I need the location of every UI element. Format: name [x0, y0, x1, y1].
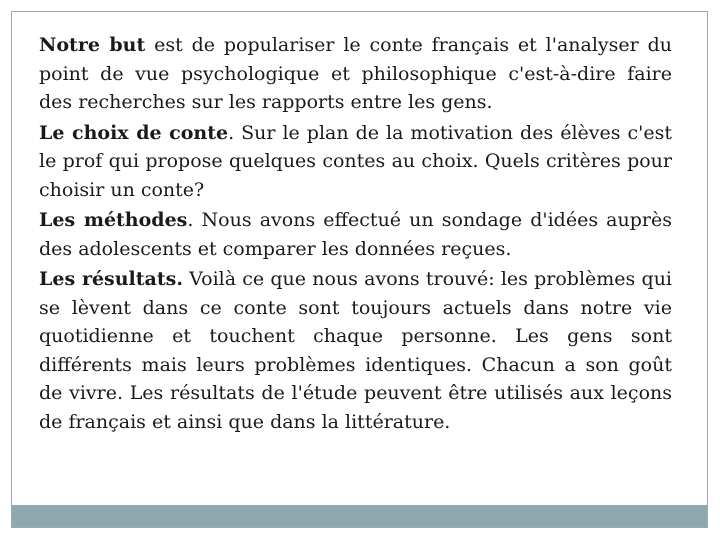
paragraph-methods-lead: Les méthodes: [39, 209, 188, 231]
paragraph-results-text: Voilà ce que nous avons trouvé: les problèmes qui se lèvent dans ce conte sont toujours actuels dans notre vie quotidienne et touchent chaque personne. Les gens sont différents mais leurs problèmes identiques. Chacun a son goût de vivre. Les résultats de l'étude peuvent être utilisés aux leçons de français et ainsi que dans la littérature.: [39, 268, 673, 433]
footer-bar: [12, 505, 707, 527]
paragraph-tale-choice-text: . Sur le plan de la motivation des élèves c'est le prof qui propose quelques contes au choix. Quels critères pour choisir un conte?: [39, 121, 673, 201]
paragraph-goal: [39, 31, 672, 117]
slide: [11, 11, 708, 528]
slide-body: [39, 31, 672, 438]
paragraph-results: [39, 265, 672, 436]
paragraph-methods-text: . Nous avons effectué un sondage d'idées auprès des adolescents et comparer les données reçues.: [39, 209, 672, 260]
paragraph-methods: [39, 206, 672, 263]
paragraph-tale-choice: [39, 119, 672, 205]
paragraph-results-lead: Les résultats.: [39, 268, 183, 290]
paragraph-goal-text: est de populariser le conte français et l'analyser du point de vue psychologique et philosophique c'est-à-dire faire des recherches sur les rapports entre les gens.: [39, 34, 673, 113]
paragraph-goal-lead: Notre but: [39, 34, 146, 56]
paragraph-tale-choice-lead: Le choix de conte: [39, 121, 229, 144]
